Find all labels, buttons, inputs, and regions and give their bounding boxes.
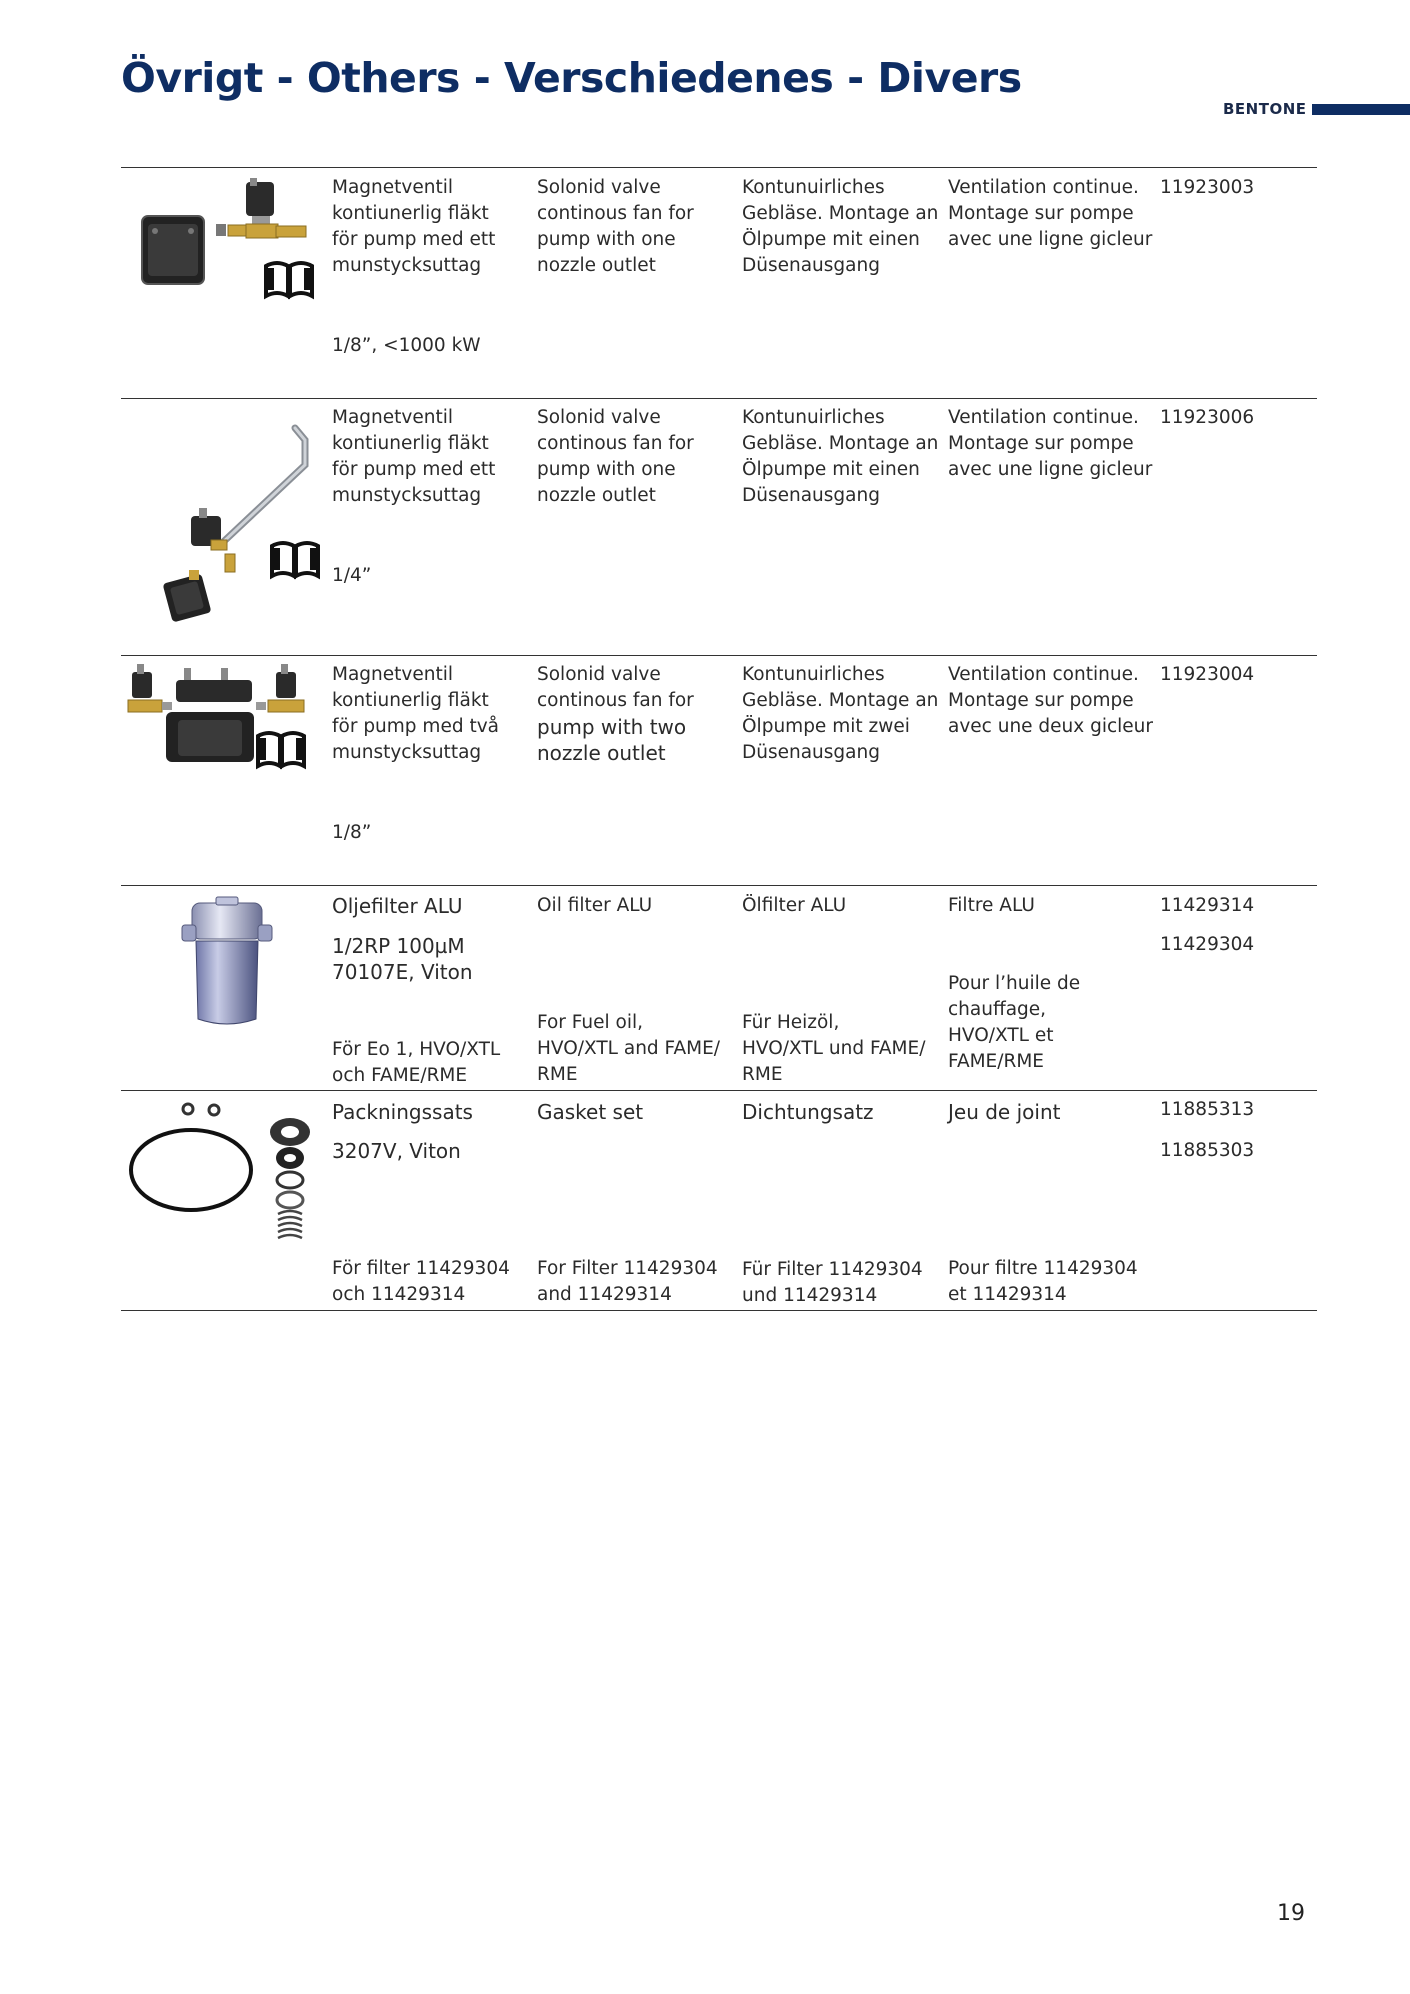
description-de: Kontunuirliches Gebläse. Montage an Ölpumpe mit zwei Düsenausgang xyxy=(742,664,939,763)
product-spec: 3207V, Viton xyxy=(332,1139,461,1163)
description-en: Solonid valve continous fan for pump with two nozzle outlet xyxy=(537,664,694,765)
description-de: Kontunuirliches Gebläse. Montage an Ölpumpe mit einen Düsenausgang xyxy=(742,407,939,506)
note-en: For Filter 11429304 and 11429314 xyxy=(537,1258,718,1305)
gasket-set-image xyxy=(128,1100,314,1245)
table-rule xyxy=(121,655,1317,656)
description-sv: Magnetventil kontiunerlig fläkt för pump med två munstycksuttag xyxy=(332,664,499,763)
size-spec: 1/8” xyxy=(332,822,372,843)
product-name-fr: Filtre ALU xyxy=(948,895,1035,916)
manual-book-icon xyxy=(264,260,314,300)
description-fr: Ventilation continue. Montage sur pompe avec une ligne gicleur xyxy=(948,177,1153,250)
oil-filter-image xyxy=(180,895,280,1035)
description-fr: Ventilation continue. Montage sur pompe avec une ligne gicleur xyxy=(948,407,1153,480)
article-number-alt: 11429304 xyxy=(1160,934,1255,955)
product-name-en: Oil filter ALU xyxy=(537,895,653,916)
table-rule xyxy=(121,885,1317,886)
page-title: Övrigt - Others - Verschiedenes - Divers xyxy=(121,54,1022,102)
manual-book-icon xyxy=(270,540,320,580)
description-en: Solonid valve continous fan for pump with one nozzle outlet xyxy=(537,177,694,276)
note-de: Für Heizöl, HVO/XTL und FAME/ RME xyxy=(742,1012,926,1085)
description-fr: Ventilation continue. Montage sur pompe avec une deux gicleur xyxy=(948,664,1154,737)
description-sv: Magnetventil kontiunerlig fläkt för pump med ett munstycksuttag xyxy=(332,407,496,506)
article-number-alt: 11885303 xyxy=(1160,1140,1255,1161)
product-name-de: Dichtungsatz xyxy=(742,1100,874,1124)
article-number: 11885313 xyxy=(1160,1099,1255,1120)
note-fr: Pour filtre 11429304 et 11429314 xyxy=(948,1258,1138,1305)
note-sv: För filter 11429304 och 11429314 xyxy=(332,1258,510,1305)
table-rule xyxy=(121,398,1317,399)
table-rule xyxy=(121,1090,1317,1091)
brand-label: BENTONE xyxy=(1223,100,1307,118)
solenoid-valve-pipe-image xyxy=(155,420,325,625)
note-en: For Fuel oil, HVO/XTL and FAME/ RME xyxy=(537,1012,721,1085)
description-de: Kontunuirliches Gebläse. Montage an Ölpumpe mit einen Düsenausgang xyxy=(742,177,939,276)
article-number: 11429314 xyxy=(1160,895,1255,916)
product-spec: 1/2RP 100µM 70107E, Viton xyxy=(332,934,473,984)
size-spec: 1/4” xyxy=(332,565,372,586)
note-fr: Pour l’huile de chauffage, HVO/XTL et FAME/RME xyxy=(948,973,1081,1072)
brand-bar xyxy=(1312,104,1410,115)
note-sv: För Eo 1, HVO/XTL och FAME/RME xyxy=(332,1039,501,1086)
product-name-sv: Oljefilter ALU xyxy=(332,894,463,918)
product-name-de: Ölfilter ALU xyxy=(742,895,847,916)
article-number: 11923006 xyxy=(1160,407,1255,428)
article-number: 11923003 xyxy=(1160,177,1255,198)
table-rule-bottom xyxy=(121,1310,1317,1311)
product-name-en: Gasket set xyxy=(537,1100,644,1124)
product-name-sv: Packningssats xyxy=(332,1100,473,1124)
manual-book-icon xyxy=(256,730,306,770)
size-spec: 1/8”, <1000 kW xyxy=(332,335,481,356)
description-sv: Magnetventil kontiunerlig fläkt för pump med ett munstycksuttag xyxy=(332,177,496,276)
page-number: 19 xyxy=(1277,1901,1305,1926)
description-en: Solonid valve continous fan for pump with one nozzle outlet xyxy=(537,407,694,506)
article-number: 11923004 xyxy=(1160,664,1255,685)
note-de: Für Filter 11429304 und 11429314 xyxy=(742,1259,923,1306)
product-name-fr: Jeu de joint xyxy=(948,1100,1061,1124)
table-rule-top xyxy=(121,167,1317,168)
